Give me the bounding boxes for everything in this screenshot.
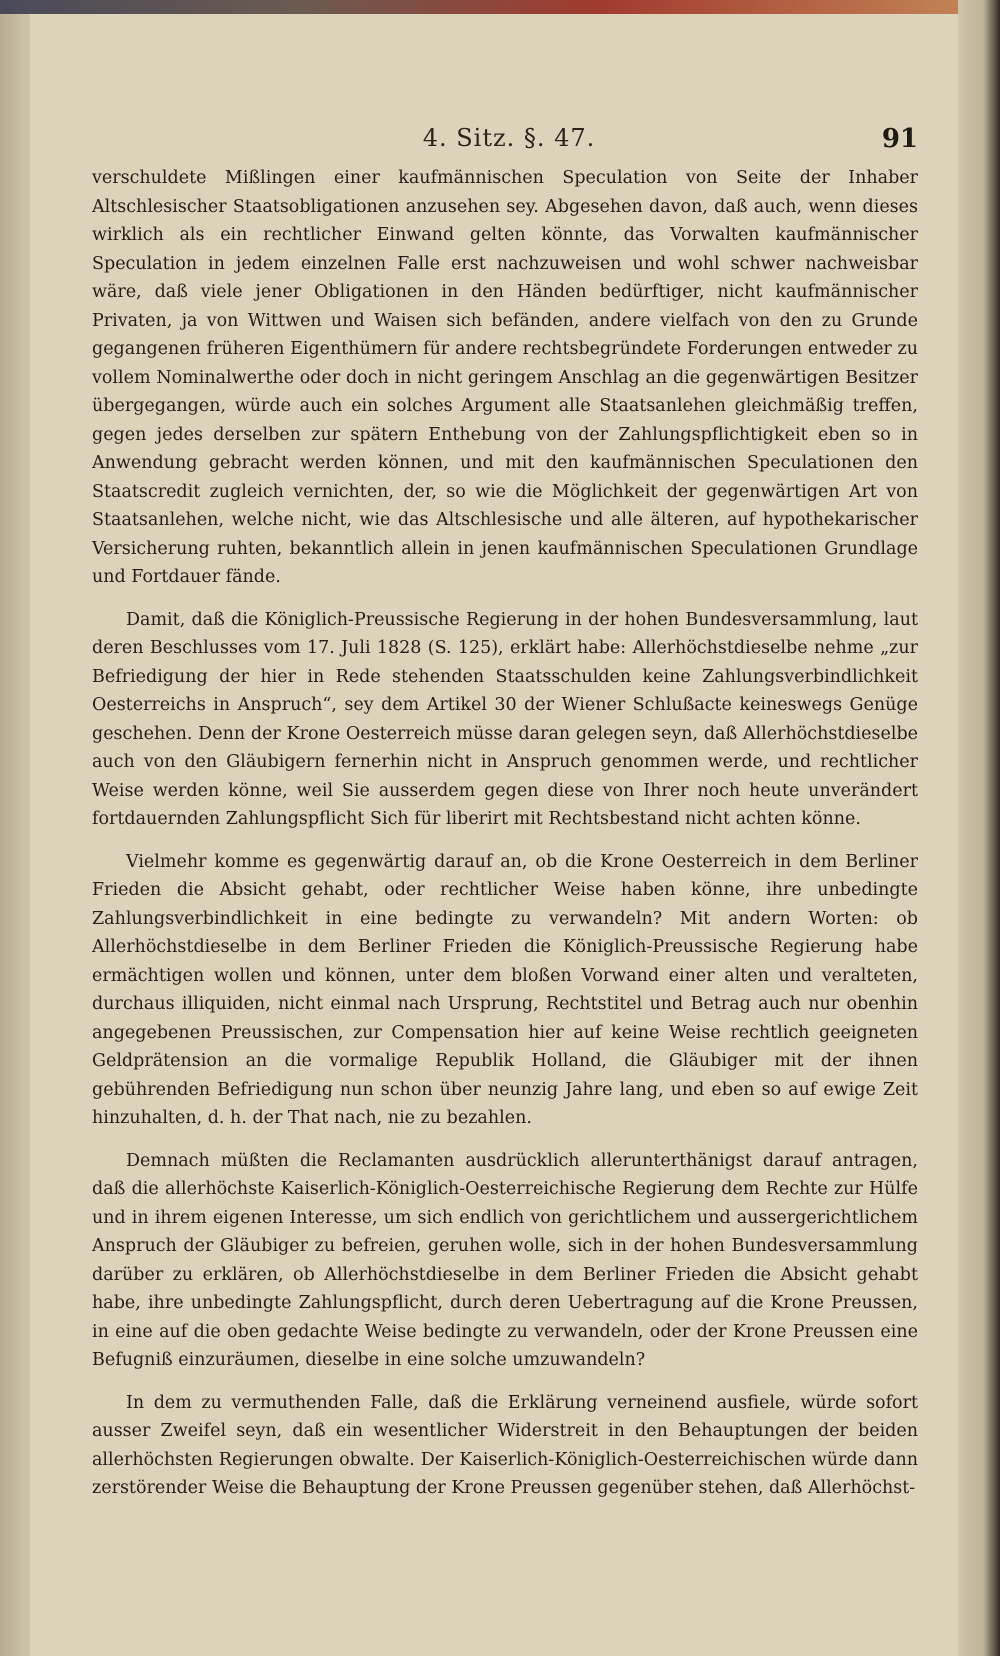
paragraph: Damit, daß die Königlich-Preussische Regierung in der hohen Bundesversammlung, laut deren Beschlusses vom 17. Juli 1828 (S. 125), erklärt habe: Allerhöchstdieselbe nehme „zur Befriedigung der hier in Rede stehenden Staatsschulden keine Zahlungsverbindlichkeit Oesterreichs in Anspruch“, sey dem Artikel 30 der Wiener Schlußacte keineswegs Genüge geschehen. Denn der Krone Oesterreich müsse daran gelegen seyn, daß Allerhöchstdieselbe auch von den Gläubigern fernerhin nicht in Anspruch genommen werde, und rechtlicher Weise werden könne, weil Sie ausserdem gegen diese von Ihrer noch heute unverändert fortdauernden Zahlungspflicht Sich für liberirt mit Rechtsbestand nicht achten könne. (92, 609, 918, 829)
running-head: 4. Sitz. §. 47. (422, 124, 596, 152)
paragraph: In dem zu vermuthenden Falle, daß die Erklärung verneinend ausfiele, würde sofort ausser Zweifel seyn, daß ein wesentlicher Widerstreit in den Behauptungen der beiden allerhöchsten Regierungen obwalte. Der Kaiserlich-Königlich-Oesterreichischen würde dann zerstörender Weise die Behauptung der Krone Preussen gegenüber stehen, daß Allerhöchst- (92, 1392, 918, 1498)
paragraph: verschuldete Mißlingen einer kaufmännischen Speculation von Seite der Inhaber Altschlesischer Staatsobligationen anzusehen sey. Abgesehen davon, daß auch, wenn dieses wirklich als ein rechtlicher Einwand gelten könnte, das Vorwalten kaufmännischer Speculation in jedem einzelnen Falle erst nachzuweisen und wohl schwer nachweisbar wäre, daß viele jener Obligationen in den Händen bedürftiger, nicht kaufmännischer Privaten, ja von Wittwen und Waisen sich befänden, andere vielfach von den zu Grunde gegangenen früheren Eigenthümern für andere rechtsbegründete Forderungen entweder zu vollem Nominalwerthe oder doch in nicht geringem Anschlag an die gegenwärtigen Besitzer übergegangen, würde auch ein solches Argument alle Staatsanlehen gleichmäßig treffen, gegen jedes derselben zur spätern Enthebung von der Zahlungspflichtigkeit eben so in Anwendung gebracht werden können, und mit den kaufmännischen Speculationen den Staatscredit zugleich vernichten, der, so wie die Möglichkeit der gegenwärtigen Art von Staatsanlehen, welche nicht, wie das Altschlesische und alle älteren, auf hypothekarischer Versicherung ruhten, bekanntlich allein in jenen kaufmännischen Speculationen Grundlage und Fortdauer fände. (92, 168, 918, 587)
book-gutter (0, 14, 30, 1656)
paragraph: Demnach müßten die Reclamanten ausdrücklich allerunterthänigst darauf antragen, daß die allerhöchste Kaiserlich-Königlich-Oesterreichische Regierung dem Rechte zur Hülfe und in ihrem eigenen Interesse, um sich endlich von gerichtlichem und aussergerichtlichem Anspruch der Gläubiger zu befreien, geruhen wolle, sich in der hohen Bundesversammlung darüber zu erklären, ob Allerhöchstdieselbe in dem Berliner Frieden die Absicht gehabt habe, ihre unbedingte Zahlungspflicht, durch deren Uebertragung auf die Krone Preussen, in eine auf die oben gedachte Weise bedingte zu verwandeln, oder der Krone Preussen eine Befugniß einzuräumen, dieselbe in eine solche umzuwandeln? (92, 1150, 918, 1370)
book-page (30, 14, 958, 1656)
page-edge-shadow (958, 0, 1000, 1656)
body-text (92, 164, 918, 1517)
page-number: 91 (881, 124, 918, 154)
paragraph: Vielmehr komme es gegenwärtig darauf an, ob die Krone Oesterreich in dem Berliner Frieden die Absicht gehabt, oder rechtlicher Weise haben könne, ihre unbedingte Zahlungsverbindlichkeit in eine bedingte zu verwandeln? Mit andern Worten: ob Allerhöchstdieselbe in dem Berliner Frieden die Königlich-Preussische Regierung habe ermächtigen wollen und können, unter dem bloßen Vorwand einer alten und veralteten, durchaus illiquiden, nicht einmal nach Ursprung, Rechtstitel und Betrag auch nur obenhin angegebenen Preussischen, zur Compensation hier auf keine Weise rechtlich geeigneten Geldprätension an die vormalige Republik Holland, die Gläubiger mit der ihnen gebührenden Befriedigung nun schon über neunzig Jahre lang, und eben so auf ewige Zeit hinzuhalten, d. h. der That nach, nie zu bezahlen. (92, 851, 918, 1128)
book-binding-edge (0, 0, 1000, 14)
page-header (100, 124, 918, 168)
